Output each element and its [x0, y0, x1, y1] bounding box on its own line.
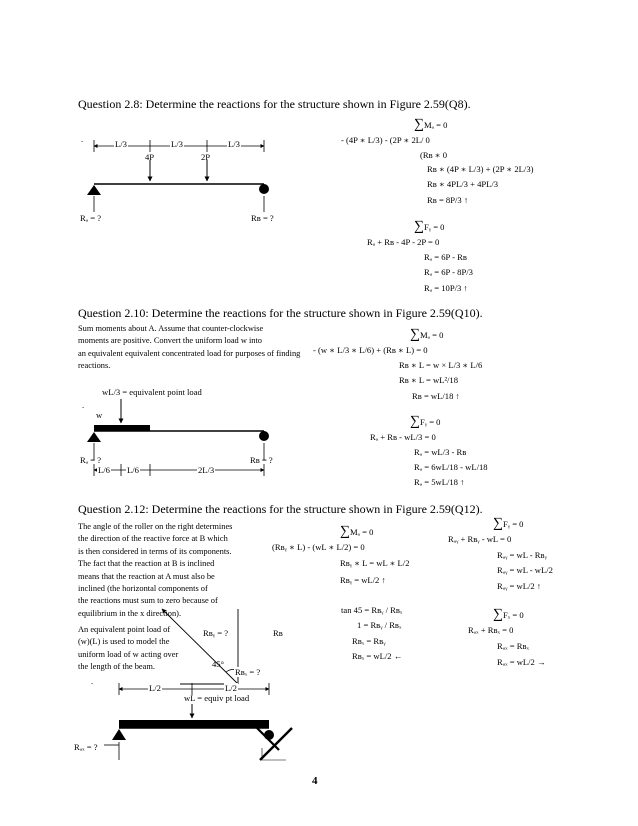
q210-beam-diagram — [87, 399, 269, 476]
q212-tan-3: Rʙₓ = wL/2 ← — [352, 651, 403, 661]
q210-sum-f-3: Rₐ = 6wL/18 - wL/18 — [414, 462, 488, 472]
q212-sum-fy-3: Rₐᵧ = wL - wL/2 — [497, 565, 553, 575]
q210-ra: Rₐ = ? — [80, 455, 102, 465]
q28-roller-support — [259, 184, 269, 194]
q212-dot: . — [91, 676, 94, 686]
q212-sum-fx-1: Rₐₓ + Rʙₓ = 0 — [468, 625, 514, 635]
q212-sum-fy-1: Rₐᵧ + Rʙᵧ - wL = 0 — [448, 534, 512, 544]
question-2-12-title: Question 2.12: Determine the reactions for the structure shown in Figure 2.59(Q12). — [78, 502, 483, 516]
q212-sum-m-0: ∑Mₐ = 0 — [340, 524, 374, 539]
q210-w-label: w — [96, 410, 103, 420]
q210-sum-m-2: Rʙ ∗ L = w × L/3 ∗ L/6 — [399, 360, 483, 370]
q212-pin-support — [112, 729, 126, 740]
q212-sum-m-3: Rʙᵧ = wL/2 ↑ — [340, 575, 386, 585]
q210-sum-f-2: Rₐ = wL/3 - Rʙ — [414, 447, 467, 457]
q210-dot: . — [82, 400, 85, 410]
q212-sum-fy-0: ∑Fᵧ = 0 — [493, 516, 524, 531]
question-2-8-title: Question 2.8: Determine the reactions for the structure shown in Figure 2.59(Q8). — [78, 97, 471, 111]
q212-tan-2: Rʙₓ = Rʙᵧ — [352, 636, 386, 646]
question-2-10-title: Question 2.10: Determine the reactions for the structure shown in Figure 2.59(Q10). — [78, 306, 483, 320]
q210-distributed-load — [94, 425, 150, 431]
q28-sum-m-4: Rʙ ∗ 4PL/3 + 4PL/3 — [427, 179, 499, 189]
q210-dim-3: 2L/3 — [198, 465, 215, 475]
q210-sum-f-4: Rₐ = 5wL/18 ↑ — [414, 477, 465, 487]
q28-sum-f-0: ∑Fᵧ = 0 — [414, 219, 445, 234]
q28-rb: Rʙ = ? — [251, 213, 274, 223]
q212-triangle-angle: 45° — [212, 659, 225, 669]
q212-triangle-rb: Rʙ — [273, 628, 283, 638]
q28-sum-f-4: Rₐ = 10P/3 ↑ — [424, 283, 468, 293]
q212-sum-fx-0: ∑Fₓ = 0 — [493, 607, 524, 622]
q212-triangle-rbx: Rʙₓ = ? — [235, 667, 261, 677]
q28-span-1: L/3 — [115, 139, 127, 149]
q210-sum-m-4: Rʙ = wL/18 ↑ — [412, 391, 460, 401]
q28-sum-m-5: Rʙ = 8P/3 ↑ — [427, 195, 469, 205]
q28-sum-f-2: Rₐ = 6P - Rʙ — [424, 252, 467, 262]
q210-sum-m-3: Rʙ ∗ L = wL²/18 — [399, 375, 459, 385]
q212-rax: Rₐₓ = ? — [74, 742, 98, 752]
q28-ra: Rₐ = ? — [80, 213, 102, 223]
q212-intro2: An equivalent point load of (w)(L) is used to model the uniform load of w acting over the length of the beam. — [78, 625, 179, 672]
q210-intro: Sum moments about A. Assume that counter-clockwise moments are positive. Convert the uniform load w into an equivalent equivalent concentrated load for purposes of finding reactions. — [78, 324, 301, 371]
q210-dim-2: L/6 — [127, 465, 139, 475]
q212-span-1: L/2 — [149, 683, 161, 693]
q28-span-2: L/3 — [171, 139, 183, 149]
q28-pin-support — [87, 185, 101, 195]
q212-intro: The angle of the roller on the right determines the direction of the reactive force at B which is then considered in terms of its components. The fact that the reaction at B is inclined means that the reaction at A must also be inclined (the horizontal components of the reactions must sum to zero because of equilibrium in the x direction). — [78, 522, 233, 618]
q212-tan-0: tan 45 = Rʙᵧ / Rʙₓ — [341, 605, 403, 615]
q212-distributed-load — [119, 720, 269, 728]
q28-load-2p: 2P — [201, 152, 211, 162]
q212-sum-fx-2: Rₐₓ = Rʙₓ — [497, 641, 529, 651]
q28-sum-m-2: (Rʙ ∗ 0 — [420, 150, 448, 160]
q212-sum-fy-4: Rₐᵧ = wL/2 ↑ — [497, 581, 542, 591]
q212-sum-fy-2: Rₐᵧ = wL - Rʙᵧ — [497, 550, 547, 560]
q212-tan-1: 1 = Rʙᵧ / Rʙₓ — [357, 620, 402, 630]
q210-roller-support — [259, 431, 269, 441]
q210-sum-m-1: - (w ∗ L/3 ∗ L/6) + (Rʙ ∗ L) = 0 — [313, 345, 428, 355]
q28-sum-f-3: Rₐ = 6P - 8P/3 — [424, 267, 473, 277]
q212-span-2: L/2 — [225, 683, 237, 693]
q28-sum-m-1: - (4P ∗ L/3) - (2P ∗ 2L/ 0 — [341, 135, 430, 145]
page-number: 4 — [312, 775, 318, 787]
q212-equiv-label: wL = equiv pt load — [184, 693, 250, 703]
q28-sum-m-0: ∑Mₐ = 0 — [414, 117, 448, 132]
q210-dim-1: L/6 — [98, 465, 110, 475]
q212-sum-m-1: (Rʙᵧ ∗ L) - (wL ∗ L/2) = 0 — [272, 542, 365, 552]
q210-rb: Rʙ = ? — [250, 455, 273, 465]
q212-sum-fx-3: Rₐₓ = wL/2 → — [497, 657, 546, 667]
q212-sum-m-2: Rʙᵧ ∗ L = wL ∗ L/2 — [340, 558, 410, 568]
q210-sum-f-0: ∑Fᵧ = 0 — [410, 414, 441, 429]
q28-load-4p: 4P — [145, 152, 155, 162]
q28-dot: . — [81, 134, 84, 144]
q28-beam-diagram — [87, 140, 269, 212]
q210-sum-f-1: Rₐ + Rʙ - wL/3 = 0 — [370, 432, 436, 442]
q28-sum-m-3: Rʙ ∗ (4P ∗ L/3) + (2P ∗ 2L/3) — [427, 164, 534, 174]
q210-pin-support — [87, 432, 101, 442]
q210-sum-m-0: ∑Mₐ = 0 — [410, 327, 444, 342]
q212-triangle-rby: Rʙᵧ = ? — [203, 628, 229, 638]
q28-sum-f-1: Rₐ + Rʙ - 4P - 2P = 0 — [367, 237, 440, 247]
q210-equiv-label: wL/3 = equivalent point load — [102, 387, 202, 397]
q28-span-3: L/3 — [228, 139, 240, 149]
